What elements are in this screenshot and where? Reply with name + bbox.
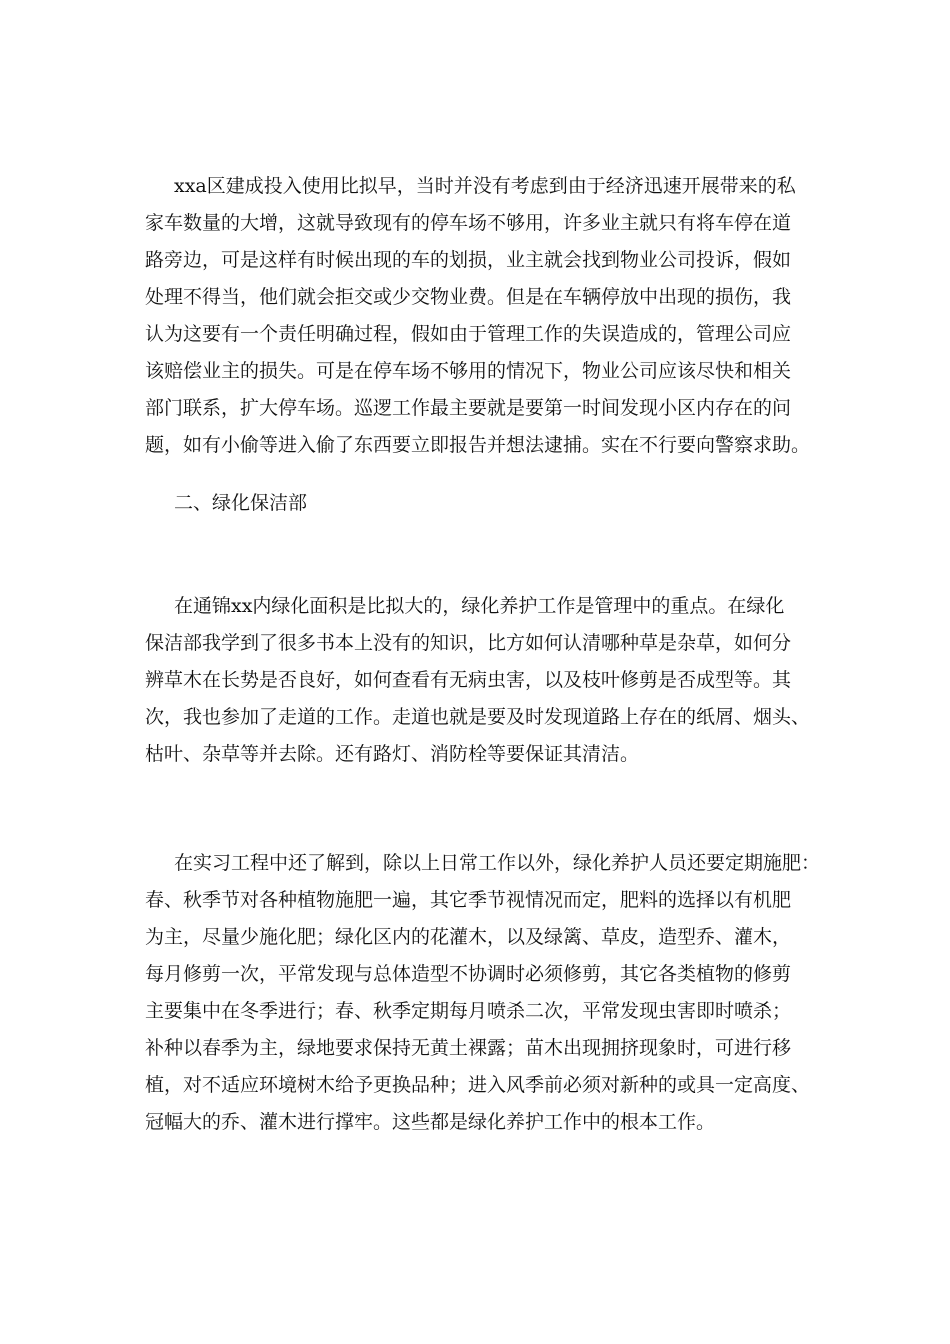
text-line: 辨草木在长势是否良好，如何查看有无病虫害，以及枝叶修剪是否成型等。其 [145, 669, 792, 691]
section-heading-text: 二、绿化保洁部 [174, 492, 308, 514]
text-line: xxa区建成投入使用比拟早，当时并没有考虑到由于经济迅速开展带来的私 [174, 175, 796, 197]
text-line: 春、秋季节对各种植物施肥一遍，其它季节视情况而定，肥料的选择以有机肥 [145, 889, 792, 911]
text-line: 在通锦xx内绿化面积是比拟大的，绿化养护工作是管理中的重点。在绿化 [174, 595, 785, 617]
section-heading [145, 485, 805, 522]
text-line: 冠幅大的乔、灌木进行撑牢。这些都是绿化养护工作中的根本工作。 [145, 1111, 716, 1133]
text-line: 路旁边，可是这样有时候出现的车的划损，业主就会找到物业公司投诉，假如 [145, 249, 792, 271]
paragraph-maintenance-schedule [145, 845, 821, 1141]
paragraph-parking-patrol [145, 168, 811, 464]
text-line: 处理不得当，他们就会拒交或少交物业费。但是在车辆停放中出现的损伤，我 [145, 286, 792, 308]
text-line: 题，如有小偷等进入偷了东西要立即报告并想法逮捕。实在不行要向警察求助。 [145, 434, 811, 456]
text-line: 补种以春季为主，绿地要求保持无黄土裸露；苗木出现拥挤现象时，可进行移 [145, 1037, 792, 1059]
text-line: 次，我也参加了走道的工作。走道也就是要及时发现道路上存在的纸屑、烟头、 [145, 706, 811, 728]
text-line: 认为这要有一个责任明确过程，假如由于管理工作的失误造成的，管理公司应 [145, 323, 792, 345]
text-line: 保洁部我学到了很多书本上没有的知识，比方如何认清哪种草是杂草，如何分 [145, 632, 792, 654]
text-line: 为主，尽量少施化肥；绿化区内的花灌木，以及绿篱、草皮，造型乔、灌木， [145, 926, 792, 948]
text-line: 部门联系，扩大停车场。巡逻工作最主要就是要第一时间发现小区内存在的问 [145, 397, 792, 419]
text-line: 植，对不适应环境树木给予更换品种；进入风季前必须对新种的或具一定高度、 [145, 1074, 811, 1096]
text-line: 主要集中在冬季进行；春、秋季定期每月喷杀二次，平常发现虫害即时喷杀； [145, 1000, 792, 1022]
text-line: 家车数量的大增，这就导致现有的停车场不够用，许多业主就只有将车停在道 [145, 212, 792, 234]
text-line: 枯叶、杂草等并去除。还有路灯、消防栓等要保证其清洁。 [145, 743, 640, 765]
text-line: 每月修剪一次，平常发现与总体造型不协调时必须修剪，其它各类植物的修剪 [145, 963, 792, 985]
paragraph-greening-cleaning [145, 588, 811, 773]
text-line: 在实习工程中还了解到，除以上日常工作以外，绿化养护人员还要定期施肥： [174, 852, 821, 874]
text-line: 该赔偿业主的损失。可是在停车场不够用的情况下，物业公司应该尽快和相关 [145, 360, 792, 382]
